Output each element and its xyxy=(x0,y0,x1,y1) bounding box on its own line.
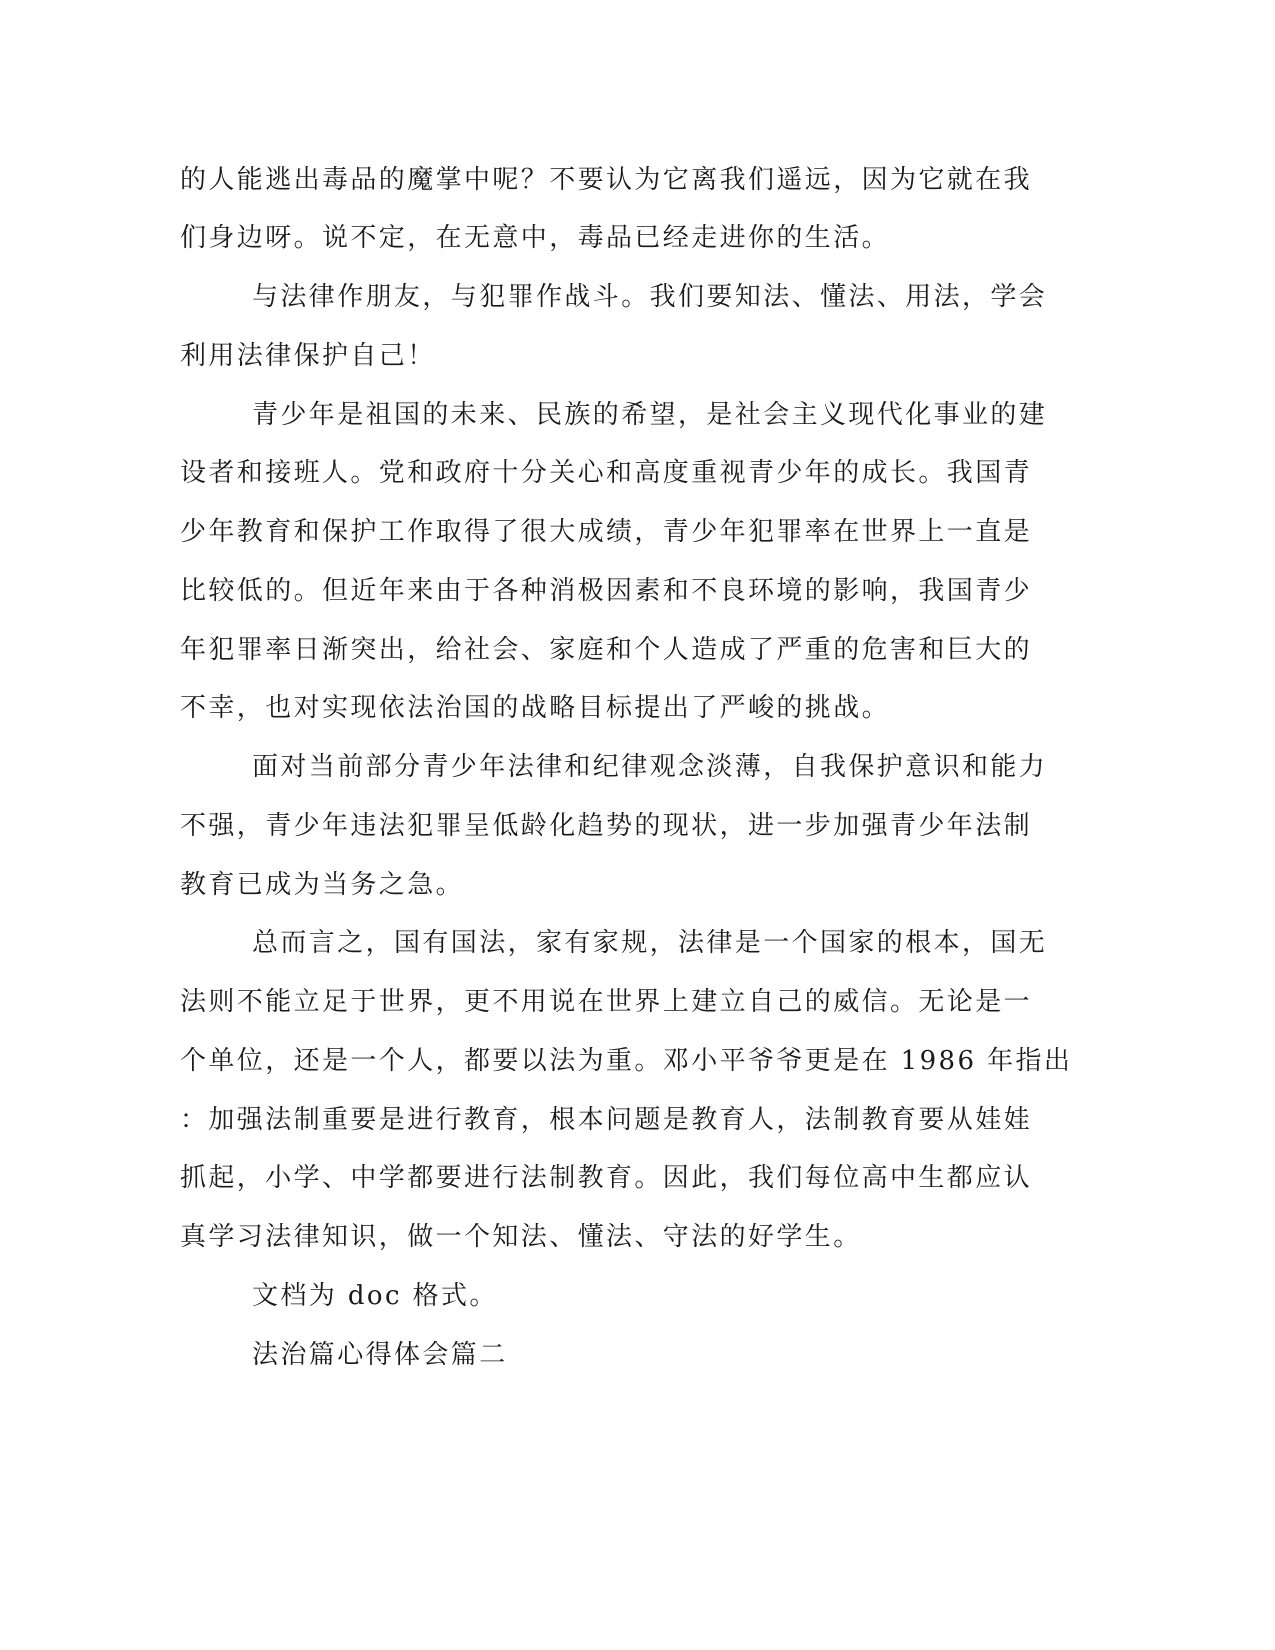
text-line: 们身边呀。说不定，在无意中，毒品已经走进你的生活。 xyxy=(180,223,891,253)
text-line: 教育已成为当务之急。 xyxy=(180,870,465,900)
text-line: 青少年是祖国的未来、民族的希望，是社会主义现代化事业的建 xyxy=(252,400,1048,430)
text-line: 不幸，也对实现依法治国的战略目标提出了严峻的挑战。 xyxy=(180,693,891,723)
text-line: 与法律作朋友，与犯罪作战斗。我们要知法、懂法、用法，学会 xyxy=(252,282,1048,312)
text-line: 面对当前部分青少年法律和纪律观念淡薄，自我保护意识和能力 xyxy=(252,752,1048,782)
text-line: 设者和接班人。党和政府十分关心和高度重视青少年的成长。我国青 xyxy=(180,458,1033,488)
text-line: ：加强法制重要是进行教育，根本问题是教育人，法制教育要从娃娃 xyxy=(180,1105,1033,1135)
text-line: 少年教育和保护工作取得了很大成绩，青少年犯罪率在世界上一直是 xyxy=(180,517,1033,547)
text-line: 文档为 doc 格式。 xyxy=(252,1281,498,1311)
text-line: 利用法律保护自己！ xyxy=(180,341,436,371)
text-line: 不强，青少年违法犯罪呈低龄化趋势的现状，进一步加强青少年法制 xyxy=(180,811,1033,841)
text-line: 的人能逃出毒品的魔掌中呢？不要认为它离我们遥远，因为它就在我 xyxy=(180,165,1033,195)
text-line: 真学习法律知识，做一个知法、懂法、守法的好学生。 xyxy=(180,1222,862,1252)
text-line: 总而言之，国有国法，家有家规，法律是一个国家的根本，国无 xyxy=(252,928,1048,958)
text-line: 法则不能立足于世界，更不用说在世界上建立自己的威信。无论是一 xyxy=(180,987,1033,1017)
text-line: 抓起，小学、中学都要进行法制教育。因此，我们每位高中生都应认 xyxy=(180,1163,1033,1193)
text-line: 个单位，还是一个人，都要以法为重。邓小平爷爷更是在 1986 年指出 xyxy=(180,1046,1073,1076)
section-heading: 法治篇心得体会篇二 xyxy=(252,1340,508,1370)
text-line: 年犯罪率日渐突出，给社会、家庭和个人造成了严重的危害和巨大的 xyxy=(180,635,1033,665)
text-line: 比较低的。但近年来由于各种消极因素和不良环境的影响，我国青少 xyxy=(180,576,1033,606)
